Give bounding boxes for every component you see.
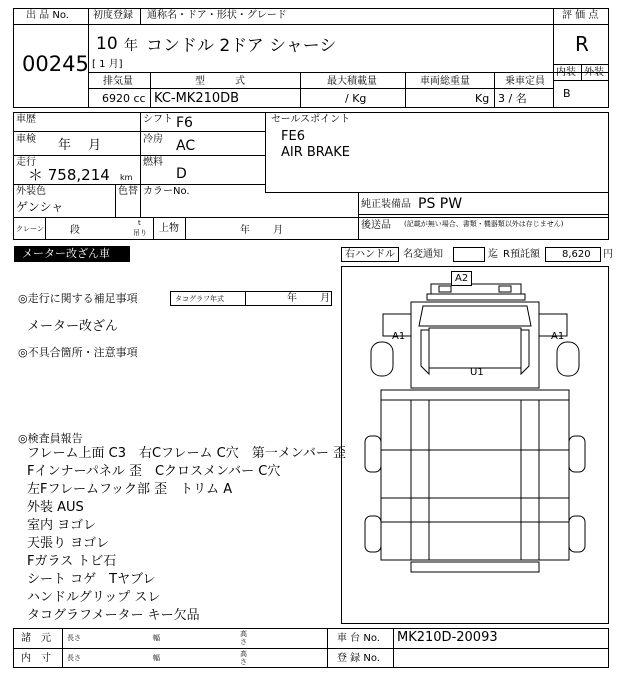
yen-unit: 円 [603,249,613,260]
lot-label: 出 品 No. [26,10,69,21]
inspector-line: 外装 AUS [27,500,84,515]
truck-diagram [341,266,609,624]
interior-grade-label: 内装 [556,67,576,78]
inspector-line: 天張り ヨゴレ [27,536,110,551]
registration-number-label: 登 録 No. [337,653,380,664]
rhd-box: 右ハンドル [341,247,399,262]
displacement-label: 排気量 [103,76,133,87]
capacity-label: 乗車定員 [505,76,545,87]
max-load-label: 最大積載量 [327,76,377,87]
model-name-label: 通称名・ドア・形状・グレード [147,10,287,21]
aftermarket-note: (記載が無い場合、書類・機器類以外は存じません) [404,220,564,228]
model-code-label: 型 式 [195,76,245,87]
genuine-equipment-label: 純正装備品 [361,199,411,210]
gross-weight-label: 車両総重量 [420,76,470,87]
chassis-number-label: 車 台 No. [337,633,380,644]
ac-label: 冷房 [143,134,163,145]
upper-body-value: 年 月 [240,225,284,236]
damage-mark-u1: U1 [470,367,484,378]
chassis-number: MK210D-20093 [397,630,498,645]
fuel-label: 燃料 [143,157,163,168]
defects-title: ◎不具合箇所・注意事項 [18,346,138,359]
tachograph-year-value: 年 月 [287,293,331,304]
upper-body-label: 上物 [159,223,179,234]
history-label: 車歴 [16,114,36,125]
inspector-line: Fインナーパネル 歪 Cクロスメンバー C穴 [27,464,281,479]
damage-mark-a1-left: A1 [392,331,406,342]
inspector-line: タコグラフメーター キー欠品 [27,608,200,623]
inspector-line: 室内 ヨゴレ [27,518,97,533]
mileage-label: 走行 [16,157,36,168]
width-label: 幅 [153,634,160,642]
name-change-label: 名変通知 [403,249,443,260]
sales-point-2: AIR BRAKE [281,145,350,160]
displacement-value: 6920 cc [102,92,146,105]
ac-value: AC [176,138,196,154]
interior-height-label: 高さ [240,650,247,666]
crane-steps: 段 [70,225,80,236]
tachograph-year-label: タコグラフ年式 [175,295,224,303]
crane-hoist: 吊り [133,229,147,237]
interior-length-label: 長さ [67,654,81,662]
driving-notes-title: ◎走行に関する補足事項 [18,292,138,305]
height-label: 高さ [240,630,247,646]
exterior-color-label: 外装色 [16,186,46,197]
interior-dimensions-label: 内 寸 [21,653,51,664]
interior-width-label: 幅 [153,654,160,662]
deadline-label: 迄 [488,249,498,260]
inspector-report-title: ◎検査員報告 [18,432,83,445]
registration-year-unit: 年 [124,38,138,54]
genuine-equipment-value: PS PW [418,196,463,212]
inspector-line: シート コゲ Tヤブレ [27,572,156,587]
rating-value: R [575,32,589,56]
inspector-line: 左Fフレームフック部 歪 トリム A [27,482,233,497]
inspector-report-list [27,445,346,625]
gross-weight-value: Kg [475,92,490,105]
registration-month: [ 1 月] [92,59,123,70]
color-change-label: 色替 [118,186,138,197]
crane-tons: t [138,219,141,227]
recycle-label: R預託額 [503,249,540,260]
crane-label: クレーン [16,225,44,233]
recycle-amount: 8,620 [562,249,591,260]
mileage-unit: km [120,173,133,182]
capacity-value: 3 / 名 [498,92,527,105]
damage-mark-a2: A2 [451,271,472,286]
dimensions-label: 諸 元 [21,633,51,644]
registration-year: 10 [96,34,118,54]
mileage-value: ＊ 758,214 [28,166,110,184]
max-load-value: / Kg [345,92,367,105]
inspection-value: 年 月 [58,138,102,153]
odometer-tampered-badge: メーター改ざん車 [14,246,130,262]
sales-point-1: FE6 [281,129,305,144]
interior-grade-value: B [563,87,571,100]
shift-value: F6 [176,115,193,131]
aftermarket-label: 後送品 [361,220,391,231]
rating-label: 評 価 点 [562,10,599,21]
inspector-line: ハンドルグリップ スレ [27,590,161,605]
damage-mark-a1-right: A1 [551,331,565,342]
color-code-label: カラーNo. [143,186,190,197]
model-code-value: KC-MK210DB [154,91,240,106]
driving-note: メーター改ざん [27,319,119,334]
first-registration-label: 初度登録 [93,10,133,21]
shift-label: シフト [143,114,173,125]
exterior-grade-label: 外装 [584,67,604,78]
model-name: コンドル 2ドア シャーシ [146,36,337,56]
sales-point-label: セールスポイント [271,114,351,125]
inspector-line: Fガラス トビ石 [27,554,117,569]
fuel-value: D [176,166,187,182]
length-label: 長さ [67,634,81,642]
lot-number: 00245 [22,52,89,76]
inspector-line: フレーム上面 C3 右Cフレーム C穴 第一メンバー 歪 [27,446,346,461]
exterior-color-value: ゲンシャ [16,200,64,214]
inspection-label: 車検 [16,134,36,145]
